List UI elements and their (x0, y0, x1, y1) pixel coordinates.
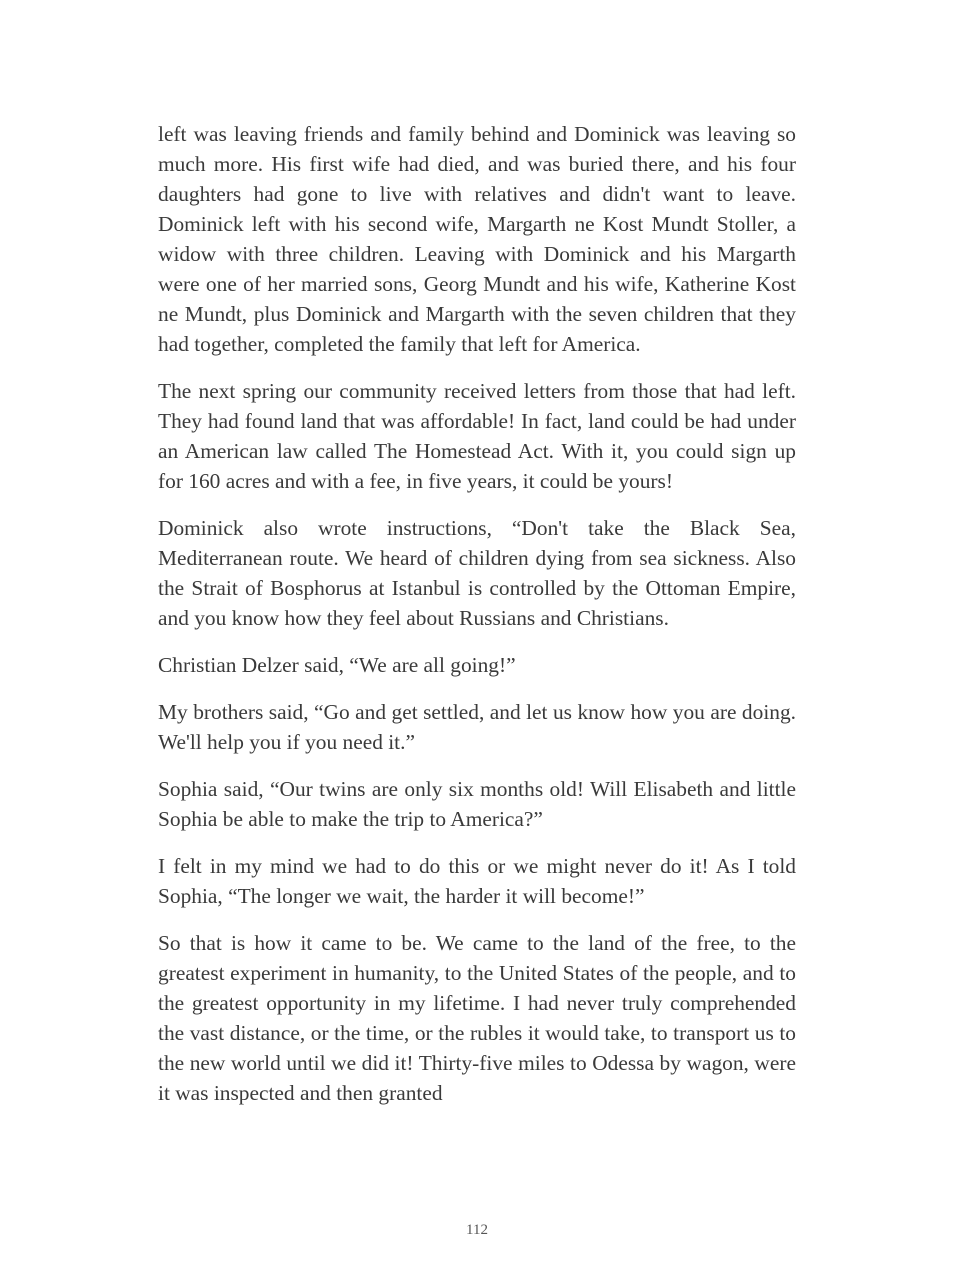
paragraph-7: I felt in my mind we had to do this or we might never do it! As I told Sophia, “The longer we wait, the harder it will become!” (158, 854, 796, 908)
page-number: 112 (466, 1222, 488, 1238)
paragraph-3: Dominick also wrote instructions, “Don't take the Black Sea, Mediterranean route. We heard of children dying from sea sickness. Also the Strait of Bosphorus at Istanbul is controlled by the Ottoman Empire, and you know how they feel about Russians and Christians. (158, 516, 796, 630)
paragraph-5: My brothers said, “Go and get settled, and let us know how you are doing. We'll help you if you need it.” (158, 700, 796, 754)
paragraph-2: The next spring our community received letters from those that had left. They had found land that was affordable! In fact, land could be had under an American law called The Homestead Act. With it, you could sign up for 160 acres and with a fee, in five years, it could be yours! (158, 379, 796, 493)
paragraph-6: Sophia said, “Our twins are only six months old! Will Elisabeth and little Sophia be able to make the trip to America?” (158, 777, 796, 831)
paragraph-4: Christian Delzer said, “We are all going!” (158, 653, 516, 677)
body-text (158, 119, 796, 1125)
paragraph-8: So that is how it came to be. We came to the land of the free, to the greatest experiment in humanity, to the United States of the people, and to the greatest opportunity in my lifetime. I had never truly comprehended the vast distance, or the time, or the rubles it would take, to transport us to the new world until we did it! Thirty-five miles to Odessa by wagon, were it was inspected and then granted (158, 931, 796, 1105)
paragraph-1: left was leaving friends and family behind and Dominick was leaving so much more. His first wife had died, and was buried there, and his four daughters had gone to live with relatives and didn't want to leave. Dominick left with his second wife, Margarth ne Kost Mundt Stoller, a widow with three children. Leaving with Dominick and his Margarth were one of her married sons, Georg Mundt and his wife, Katherine Kost ne Mundt, plus Dominick and Margarth with the seven children that they had together, completed the family that left for America. (158, 122, 796, 356)
